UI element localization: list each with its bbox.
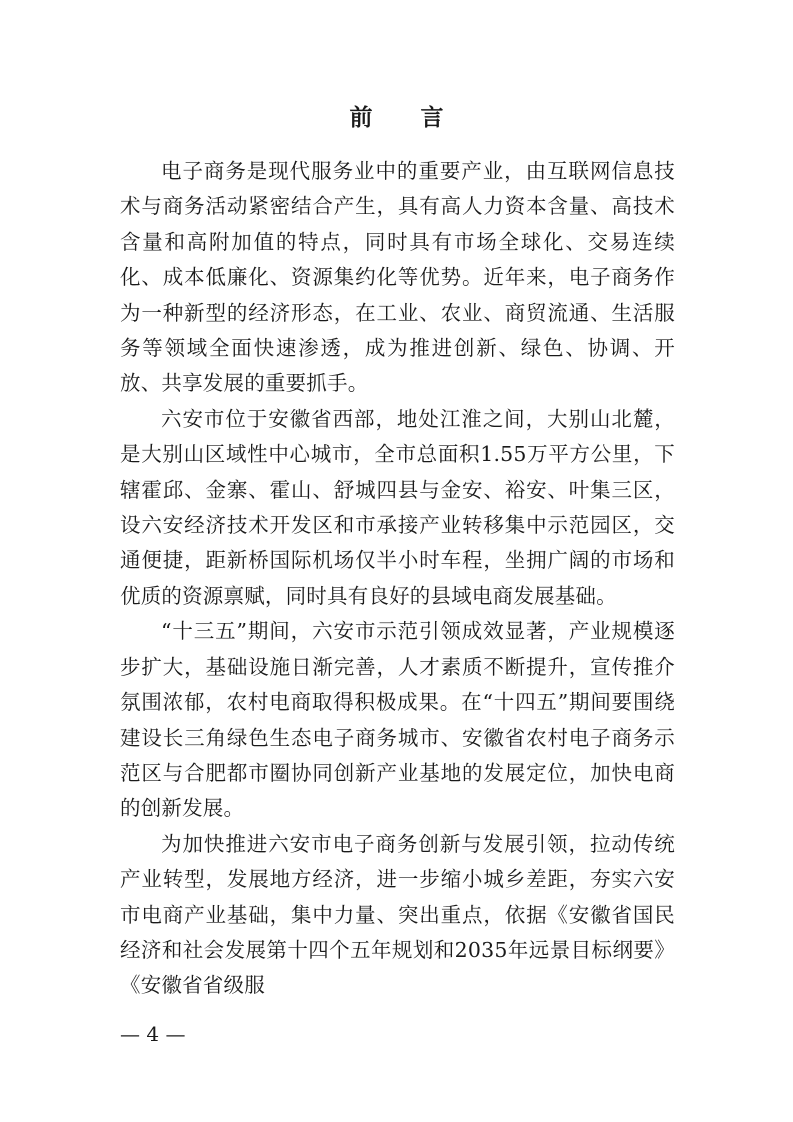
page-number: — 4 — [120, 1022, 186, 1046]
section-title: 前 言 [349, 104, 464, 131]
paragraph-3: “十三五”期间，六安市示范引领成效显著，产业规模逐步扩大，基础设施日渐完善，人才素质不断提升，宣传推介氛围浓郁，农村电商取得积极成果。在“十四五”期间要围绕建设长三角绿色生态电子商务城市、安徽省农村电子商务示范区与合肥都市圈协同创新产业基地的发展定位，加快电商的创新发展。 [120, 619, 675, 821]
paragraph-1: 电子商务是现代服务业中的重要产业，由互联网信息技术与商务活动紧密结合产生，具有高人力资本含量、高技术含量和高附加值的特点，同时具有市场全球化、交易连续化、成本低廉化、资源集约化等优势。近年来，电子商务作为一种新型的经济形态，在工业、农业、商贸流通、生活服务等领域全面快速渗透，成为推进创新、绿色、协调、开放、共享发展的重要抓手。 [120, 159, 675, 396]
paragraph-2: 六安市位于安徽省西部，地处江淮之间，大别山北麓，是大别山区域性中心城市，全市总面积1.55万平方公里，下辖霍邱、金寨、霍山、舒城四县与金安、裕安、叶集三区，设六安经济技术开发区和市承接产业转移集中示范园区，交通便捷，距新桥国际机场仅半小时车程，坐拥广阔的市场和优质的资源禀赋，同时具有良好的县域电商发展基础。 [120, 406, 675, 608]
body-text [120, 154, 675, 1004]
paragraph-4: 为加快推进六安市电子商务创新与发展引领，拉动传统产业转型，发展地方经济，进一步缩小城乡差距，夯实六安市电商产业基础，集中力量、突出重点，依据《安徽省国民经济和社会发展第十四个五年规划和2035年远景目标纲要》《安徽省省级服 [120, 831, 675, 998]
